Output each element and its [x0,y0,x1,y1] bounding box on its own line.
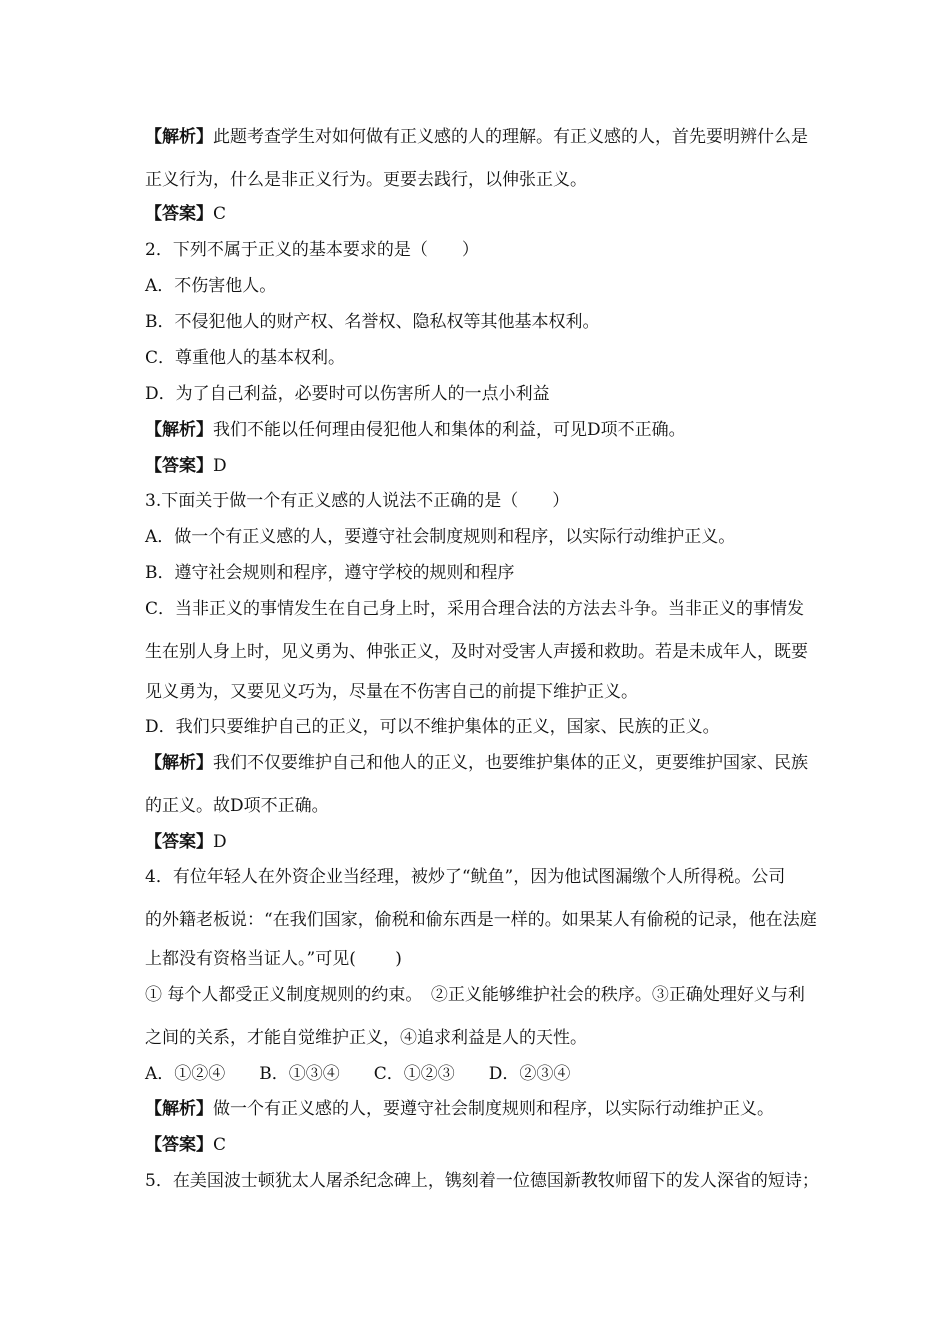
line-text: 做一个有正义感的人，要遵守社会制度规则和程序，以实际行动维护正义。 [213,1099,774,1119]
line-text: 正义行为，什么是非正义行为。更要去践行，以伸张正义。 [145,170,587,190]
line-text: 我们不仅要维护自己和他人的正义，也要维护集体的正义，更要维护国家、民族 [213,753,808,773]
text-line [145,752,825,774]
line-text: C．尊重他人的基本权利。 [145,348,346,368]
answer-value: C [213,1135,227,1155]
line-text: 的外籍老板说：“在我们国家，偷税和偷东西是一样的。如果某人有偷税的记录，他在法庭 [145,910,817,930]
question-3 [145,490,825,512]
analysis-tag: 【解析】 [145,127,213,147]
answer-value: C [213,204,227,224]
line-text: 我们不能以任何理由侵犯他人和集体的利益，可见D项不正确。 [213,420,686,440]
line-text: 之间的关系，才能自觉维护正义，④追求利益是人的天性。 [145,1028,587,1048]
line-text: A．做一个有正义感的人，要遵守社会制度规则和程序，以实际行动维护正义。 [145,527,736,547]
text-line [145,681,825,703]
text-line [145,831,825,853]
option-d [145,716,825,738]
line-text: 3.下面关于做一个有正义感的人说法不正确的是（ ） [145,491,570,511]
analysis-tag: 【解析】 [145,1099,213,1119]
line-text: 2．下列不属于正义的基本要求的是（ ） [145,240,479,260]
line-text: 见义勇为，又要见义巧为，尽量在不伤害自己的前提下维护正义。 [145,682,638,702]
answer-tag: 【答案】 [145,204,213,224]
line-text: A．①②④ B．①③④ C．①②③ D．②③④ [145,1064,571,1084]
answer-tag: 【答案】 [145,1135,213,1155]
answer-tag: 【答案】 [145,832,213,852]
text-line [145,948,825,970]
option-c [145,347,825,369]
option-a [145,526,825,548]
text-line [145,126,825,148]
line-text: 此题考查学生对如何做有正义感的人的理解。有正义感的人，首先要明辨什么是 [213,127,808,147]
line-text: D．我们只要维护自己的正义，可以不维护集体的正义，国家、民族的正义。 [145,717,720,737]
options-row [145,1063,825,1085]
line-text: 生在别人身上时，见义勇为、伸张正义，及时对受害人声援和救助。若是未成年人，既要 [145,642,808,662]
option-a [145,275,825,297]
text-line [145,419,825,441]
analysis-tag: 【解析】 [145,420,213,440]
text-line [145,909,825,931]
text-line [145,169,825,191]
text-line [145,795,825,817]
line-text: B．不侵犯他人的财产权、名誉权、隐私权等其他基本权利。 [145,312,600,332]
option-d [145,383,825,405]
analysis-tag: 【解析】 [145,753,213,773]
line-text: 上都没有资格当证人。”可见( ) [145,949,402,969]
text-line [145,984,825,1006]
line-text: 的正义。故D项不正确。 [145,796,329,816]
text-line [145,1098,825,1120]
line-text: B．遵守社会规则和程序，遵守学校的规则和程序 [145,563,515,583]
answer-value: D [213,832,227,852]
text-line [145,1027,825,1049]
question-5 [145,1170,825,1192]
answer-value: D [213,456,227,476]
text-line [145,455,825,477]
option-b [145,562,825,584]
question-2 [145,239,825,261]
answer-tag: 【答案】 [145,456,213,476]
option-c [145,598,825,620]
line-text: A．不伤害他人。 [145,276,277,296]
question-4 [145,866,825,888]
text-line [145,1134,825,1156]
option-b [145,311,825,333]
line-text: C．当非正义的事情发生在自己身上时，采用合理合法的方法去斗争。当非正义的事情发 [145,599,805,619]
line-text: 5．在美国波士顿犹太人屠杀纪念碑上，镌刻着一位德国新教牧师留下的发人深省的短诗； [145,1171,819,1191]
line-text: D．为了自己利益，必要时可以伤害所人的一点小利益 [145,384,550,404]
line-text: 4．有位年轻人在外资企业当经理，被炒了“鱿鱼”，因为他试图漏缴个人所得税。公司 [145,867,786,887]
text-line [145,203,825,225]
text-line [145,641,825,663]
line-text: ① 每个人都受正义制度规则的约束。 ②正义能够维护社会的秩序。③正确处理好义与利 [145,985,805,1005]
